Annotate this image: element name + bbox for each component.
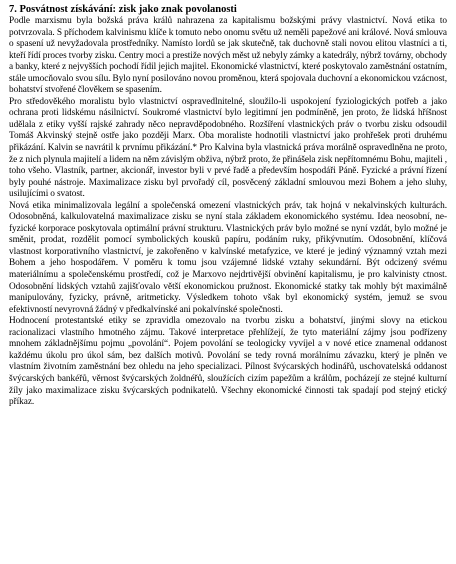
paragraph-4: Hodnocení protestantské etiky se zpravidla omezovalo na tvorbu zisku a bohatství, jinými slovy na etickou racionalizaci vlastního hmotného zájmu. Takové interpretace přehlížejí, že tyto materiální zájmy jsou podřízeny mnohem základnějšímu pojmu „povolání“. Pojem povolání se teologicky vyvíjel a v nové etice znamenal oddanost každému úkolu pro úkol sám, bez dalších motivů. Povolání se tedy rovná morálnímu závazku, který je plněn ve vlastním životním zaměstnání bez ohledu na jeho specializaci. Pílnost švýcarských hodinářů, uschovatelská oddanost švýcarských bankéřů, věrnost švýcarských žoldnéřů, sloužících cizím papežům a králům, pocházejí ze stejné kulturní žíly jako maximalizace zisku švýcarských podnikatelů. Všechny ekonomické činnosti tak spadají pod stejný etický příkaz. <box>9 316 447 408</box>
paragraph-1: Podle marxismu byla božská práva králů nahrazena za kapitalismu božskými právy vlastnictví. Nová etika to potvrzovala. S příchodem kalvinismu klíče k tomuto nebo onomu světu už neměli papežové ani králové. Nová smlouva o spasení už nevyžadovala prostředníky. Namísto lordů se jak skutečně, tak duchovně stali novou elitou vlastníci a ti, kteří řídí proces tvorby zisku. Centry moci a prestiže nových měst už nebyly zámky a katedrály, nýbrž továrny, obchody a banky, které z nejvyšších pochodí řídil jejich majitel. Ekonomické vlastnictví, které poskytovalo zaměstnání ostatním, stále umocňovalo svou sílu. Bylo nyní posilováno novou proměnou, která spojovala duchovní a ekonomickou vzácnost, bohatství stvořené člověkem se spasením. <box>9 16 447 96</box>
paragraph-3: Nová etika minimalizovala legální a společenská omezení vlastnických práv, tak hojná v nekalvinských kulturách. Odosobněná, kalkulovatelná maximalizace zisku se nyní stala základem ekonomického systému. Idea neosobní, ne-fyzické korporace poskytovala optimální právní strukturu. Vlastnických práv bylo možné se nyní vzdát, bylo možné je směnit, prodat, rozdělit pomocí symbolických kousků papíru, podáním ruky, přikývnutím. Odosobnění, klíčová vlastnost korporativního vlastnictví, je zakořeněno v kalvínské metafyzice, ve které je jediný významný vztah mezi Bohem a jeho hospodářem. V poměru k tomu jsou vzájemné lidské vztahy sekundární. Být odcizený svému materiálnímu a společenskému prostředí, což je Marxovo nejdrtivější obvinění kapitalismu, je pro kalvinisty ctnost. Odosobnění lidských vztahů zajišťovalo větší ekonomickou pružnost. Ekonomické statky tak mohly být maximálně manipulovány, fyzicky, právně, aritmeticky. Výsledkem tohoto však byl ekonomický systém, jemuž se svou efektivností nevyrovná žádný v předkalvínské ani pokalvínské společnosti. <box>9 200 447 315</box>
paragraph-2: Pro středověkého moralistu bylo vlastnictví ospravedlnitelné, sloužilo-li uspokojení fyziologických potřeb a jako ochrana proti lidskému násilnictví. Soukromé vlastnictví bylo legitimní jen podmíněně, jen proto, že lidská hříšnost udělala z etiky vyšší rajské zahrady něco nepravděpodobného. Rozšíření vlastnických práv o tvorbu zisku odsoudil Tomáš Akvinský stejně ostře jako později Marx. Oba moraliste hodnotili vlastnictví jako prohřešek proti druhému přikázání. Kalvin se navrátil k prvnímu přikázání.* Pro Kalvina byla vlastnická práva morálně ospravedlněna ne proto, že z nich plynula majitelí a lidem na něm závislým obživa, nýbrž proto, že přinášela zisk nepřítomnému Bohu, majiteli , toho všeho. Vlastník, partner, akcionář, investor byli v prvé řadě a především hospodáři Páně. Fyzické a právní řízení byly pouhé nástroje. Maximalizace zisku byl prvořadý cíl, posvěcený základní smlouvou mezi Bohem a jeho sluhy, usilujícími o svatost. <box>9 96 447 200</box>
section-heading: 7. Posvátnost získávání: zisk jako znak povolanosti <box>9 4 237 15</box>
